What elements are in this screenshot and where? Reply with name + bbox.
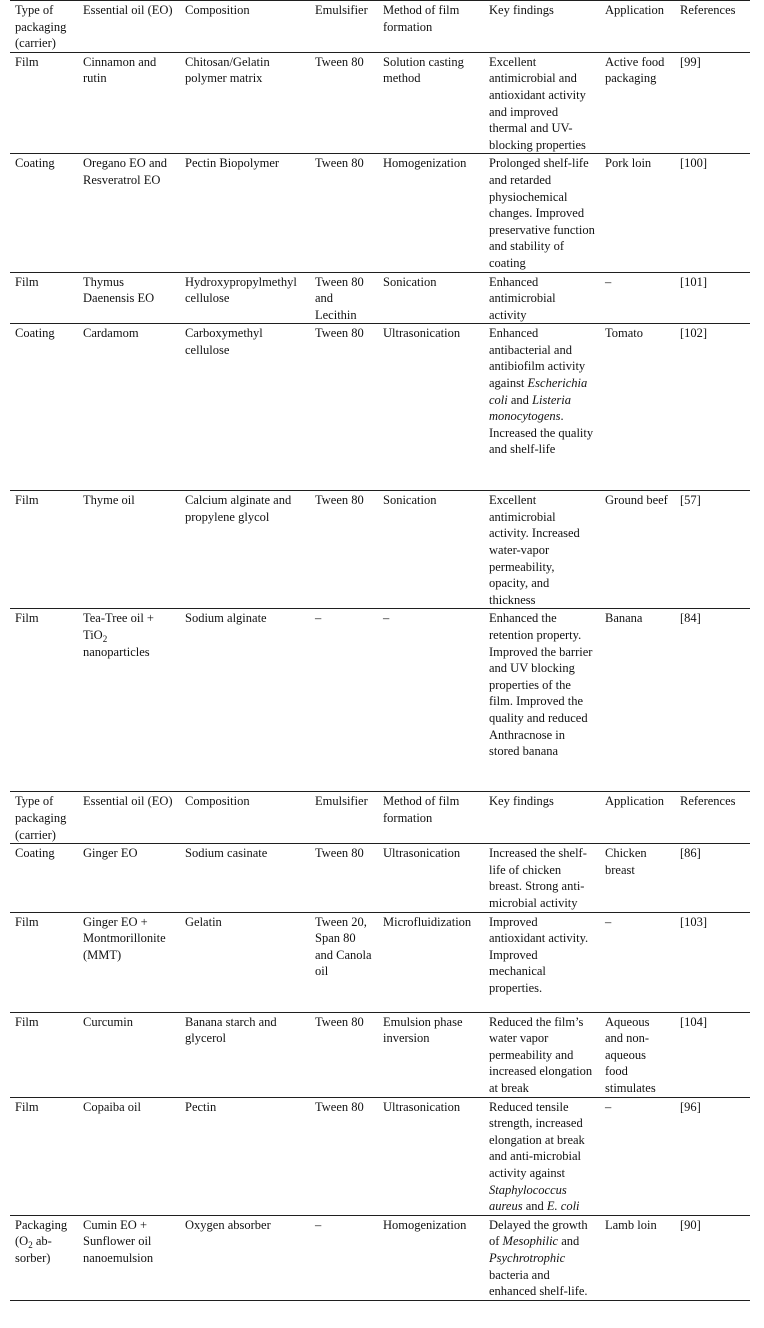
cell-key-findings: Enhanced antimicrobial activity	[489, 274, 556, 322]
cell-references: [99]	[680, 54, 701, 69]
cell-composition: Chitosan/Gelatin polymer matrix	[185, 54, 270, 86]
cell-emulsifier: Tween 80	[315, 156, 364, 171]
header-cell-key-findings: Key findings	[489, 3, 554, 17]
cell-references: [100]	[680, 156, 708, 171]
cell-composition: Gelatin	[185, 914, 222, 929]
cell-emulsifier: Tween 80	[315, 1099, 364, 1114]
cell-essential-oil	[78, 609, 180, 792]
cell-film-formation-method: Emulsion phase inversion	[383, 1014, 463, 1046]
text-run: Tea-Tree oil + TiO	[83, 611, 154, 643]
cell-type-of-packaging: Film	[15, 914, 39, 929]
cell-film-formation-method: Sonication	[383, 274, 437, 289]
subscript-text: 2	[28, 1240, 33, 1251]
header-row	[10, 792, 750, 844]
header-cell-emulsifier: Emulsifier	[315, 3, 368, 17]
essential-oil-packaging-table	[10, 0, 750, 1301]
cell-emulsifier: Tween 20, Span 80 and Canola oil	[315, 914, 372, 979]
cell-emulsifier: Tween 80 and Lecithin	[315, 274, 364, 322]
header-cell-composition: Composition	[185, 3, 250, 17]
italic-text: Psychrotrophic	[489, 1250, 566, 1265]
text-run: Delayed the growth of	[489, 1217, 588, 1249]
cell-essential-oil: Cumin EO + Sunflower oil nanoemulsion	[83, 1217, 154, 1265]
cell-essential-oil: Thymus Daenensis EO	[83, 274, 155, 306]
cell-composition: Oxygen absorber	[185, 1217, 271, 1232]
cell-type-of-packaging	[10, 1215, 78, 1300]
italic-text: Listeria monocytogens	[489, 392, 571, 424]
cell-film-formation-method: Sonication	[383, 493, 437, 508]
cell-application: Chicken breast	[605, 846, 647, 877]
text-run: . Increased the quality and shelf-life	[489, 409, 594, 457]
text-run: nanoparticles	[83, 644, 150, 659]
table-row	[10, 52, 750, 154]
header-cell-film-formation-method: Method of film formation	[383, 794, 460, 826]
table-row	[10, 154, 750, 272]
text-run: Enhanced antibacterial and antibiofilm activity against	[489, 326, 586, 391]
cell-application: Banana	[605, 611, 643, 626]
header-cell-references: References	[680, 3, 736, 17]
text-run: Packaging (O	[15, 1217, 68, 1249]
cell-type-of-packaging: Film	[15, 54, 39, 69]
cell-film-formation-method: Ultrasonication	[383, 1099, 461, 1114]
cell-composition: Pectin	[185, 1099, 217, 1114]
cell-references: [84]	[680, 611, 701, 626]
cell-emulsifier: Tween 80	[315, 326, 364, 341]
text-run: Reduced tensile strength, increased elongation at break and anti-microbial activity against	[489, 1099, 585, 1180]
cell-essential-oil: Cinnamon and rutin	[83, 54, 157, 86]
cell-type-of-packaging: Coating	[15, 156, 55, 171]
text-run: and	[522, 1199, 547, 1214]
cell-application: Tomato	[605, 326, 644, 341]
cell-application: Aqueous and non-aqueous food stimulates	[605, 1014, 656, 1095]
header-cell-application: Application	[605, 3, 665, 17]
cell-references: [103]	[680, 914, 708, 929]
italic-text: Staphylococcus aureus	[489, 1182, 567, 1214]
cell-composition: Sodium casinate	[185, 846, 268, 861]
cell-film-formation-method: –	[383, 611, 390, 626]
header-cell-essential-oil: Essential oil (EO)	[83, 3, 173, 17]
italic-text: Mesophilic	[502, 1234, 559, 1249]
cell-key-findings	[484, 324, 600, 491]
italic-text: E. coli	[546, 1199, 580, 1214]
text-run: and	[558, 1234, 580, 1249]
cell-emulsifier: –	[315, 1217, 322, 1232]
cell-type-of-packaging: Film	[15, 1014, 39, 1029]
cell-key-findings	[484, 1097, 600, 1215]
cell-type-of-packaging: Film	[15, 1099, 39, 1114]
italic-text: Escherichia coli	[489, 376, 588, 407]
cell-essential-oil: Copaiba oil	[83, 1099, 141, 1114]
cell-essential-oil: Thyme oil	[83, 493, 135, 508]
text-run: ab-sorber)	[15, 1234, 52, 1265]
cell-application: Ground beef	[605, 493, 668, 508]
header-cell-essential-oil: Essential oil (EO)	[83, 794, 173, 809]
cell-composition: Sodium alginate	[185, 611, 267, 626]
cell-composition: Pectin Biopolymer	[185, 156, 280, 171]
table-row	[10, 1215, 750, 1300]
cell-key-findings: Reduced the film’s water vapor permeability and increased elongation at break	[489, 1014, 593, 1095]
cell-film-formation-method: Homogenization	[383, 156, 467, 171]
cell-type-of-packaging: Coating	[15, 326, 55, 341]
cell-references: [101]	[680, 274, 708, 289]
cell-application: Pork loin	[605, 156, 652, 171]
cell-references: [102]	[680, 326, 708, 341]
table-row	[10, 324, 750, 491]
cell-film-formation-method: Homogenization	[383, 1217, 467, 1232]
cell-film-formation-method: Microfluidization	[383, 914, 472, 929]
cell-film-formation-method: Ultrasonication	[383, 846, 461, 861]
header-cell-key-findings: Key findings	[489, 794, 554, 809]
cell-emulsifier: Tween 80	[315, 846, 364, 861]
cell-key-findings: Improved antioxidant activity. Improved mechanical properties.	[489, 914, 589, 995]
cell-references: [104]	[680, 1014, 708, 1029]
header-cell-type-of-packaging: Type of packaging (carrier)	[15, 3, 67, 51]
table-row	[10, 912, 750, 1012]
text-run: bacteria and enhanced shelf-life.	[489, 1267, 588, 1299]
cell-emulsifier: Tween 80	[315, 1014, 364, 1029]
cell-references: [96]	[680, 1099, 701, 1114]
cell-application: –	[605, 274, 612, 289]
cell-application: –	[605, 914, 612, 929]
header-cell-composition: Composition	[185, 794, 250, 809]
cell-references: [90]	[680, 1217, 701, 1232]
header-cell-emulsifier: Emulsifier	[315, 794, 368, 809]
cell-key-findings: Increased the shelf-life of chicken breast. Strong anti-microbial activity	[489, 846, 587, 910]
cell-key-findings: Excellent antimicrobial activity. Increased water-vapor permeability, opacity, and thickness	[489, 493, 580, 607]
cell-composition: Hydroxypropylmethyl cellulose	[185, 274, 297, 306]
cell-references: [86]	[680, 846, 701, 861]
table-row	[10, 1097, 750, 1215]
cell-type-of-packaging: Film	[15, 493, 39, 508]
cell-emulsifier: Tween 80	[315, 54, 364, 69]
cell-essential-oil: Oregano EO and Resveratrol EO	[83, 156, 167, 187]
cell-composition: Carboxymethyl cellulose	[185, 326, 263, 357]
table-row	[10, 1012, 750, 1097]
essential-oil-packaging-table-page	[10, 0, 750, 1301]
cell-type-of-packaging: Film	[15, 274, 39, 289]
header-cell-references: References	[680, 794, 736, 809]
table-body	[10, 1, 750, 1301]
cell-type-of-packaging: Film	[15, 611, 39, 626]
table-row	[10, 609, 750, 792]
subscript-text: 2	[102, 634, 108, 645]
cell-film-formation-method: Solution casting method	[383, 54, 464, 86]
cell-essential-oil: Cardamom	[83, 326, 139, 341]
cell-key-findings: Prolonged shelf-life and retarded physiochemical changes. Improved preservative function and stability of coating	[489, 156, 595, 270]
cell-application: Active food packaging	[605, 54, 665, 86]
cell-key-findings: Enhanced the retention property. Improved the barrier and UV blocking properties of the film. Improved the quality and reduced Anthracnose in stored banana	[489, 611, 593, 759]
table-row	[10, 272, 750, 324]
cell-references: [57]	[680, 493, 701, 508]
cell-composition: Calcium alginate and propylene glycol	[185, 493, 292, 524]
table-row	[10, 491, 750, 609]
cell-key-findings: Excellent antimicrobial and antioxidant activity and improved thermal and UV-blocking properties	[489, 54, 586, 152]
header-cell-film-formation-method: Method of film formation	[383, 3, 460, 34]
header-cell-application: Application	[605, 794, 665, 809]
cell-key-findings	[484, 1215, 600, 1300]
cell-essential-oil: Curcumin	[83, 1014, 133, 1029]
table-row	[10, 844, 750, 912]
cell-type-of-packaging: Coating	[15, 846, 55, 861]
cell-essential-oil: Ginger EO	[83, 846, 138, 861]
cell-application: –	[605, 1099, 612, 1114]
text-run: and	[507, 392, 533, 407]
header-cell-type-of-packaging: Type of packaging (carrier)	[15, 794, 67, 842]
cell-film-formation-method: Ultrasonication	[383, 326, 461, 341]
cell-emulsifier: Tween 80	[315, 493, 364, 508]
cell-composition: Banana starch and glycerol	[185, 1014, 277, 1046]
cell-emulsifier: –	[315, 611, 322, 626]
cell-application: Lamb loin	[605, 1217, 657, 1232]
cell-essential-oil: Ginger EO + Montmorillonite (MMT)	[83, 914, 166, 962]
header-row	[10, 1, 750, 53]
